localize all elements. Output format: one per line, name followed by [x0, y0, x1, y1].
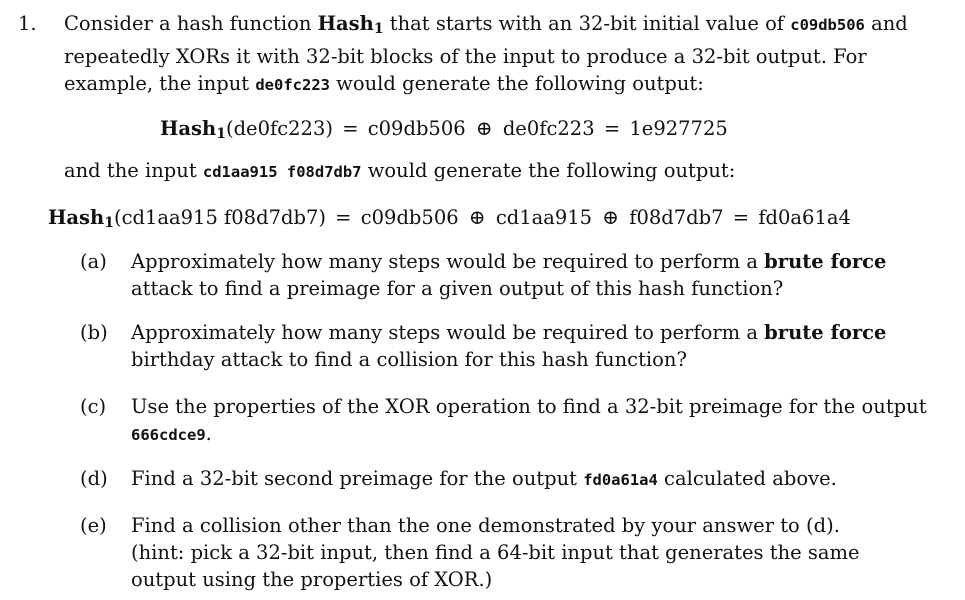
part-a-text-2: attack to find a preimage for a given output of this hash function?: [131, 277, 784, 300]
eq2-hash-text: Hash: [48, 206, 105, 229]
part-e-label: (e): [80, 514, 107, 537]
part-e-line-1: Find a collision other than the one demonstrated by your answer to (d).: [131, 514, 840, 537]
part-e-text: [131, 512, 950, 593]
part-c: [80, 393, 950, 449]
part-c-code: 666cdce9: [131, 426, 206, 444]
eq1-equals: =: [342, 117, 359, 140]
part-d-code: fd0a61a4: [583, 471, 658, 489]
question-intro: [64, 10, 954, 99]
xor-symbol: ⊕: [475, 116, 493, 140]
part-a-label: (a): [80, 250, 107, 273]
part-e-line-3: output using the properties of XOR.): [131, 568, 493, 591]
eq2-result: fd0a61a4: [758, 206, 851, 229]
eq2-equals-2: =: [732, 206, 750, 229]
part-c-text-1: Use the properties of the XOR operation to find a 32-bit preimage for the output: [131, 395, 927, 418]
question-number: 1.: [18, 12, 37, 35]
part-a: [80, 248, 950, 302]
part-b-text-1: Approximately how many steps would be required to perform a: [131, 321, 765, 344]
part-d-label: (d): [80, 467, 108, 490]
eq2-init: c09db506: [360, 206, 459, 229]
eq1-arg: (de0fc223): [225, 117, 333, 140]
part-c-text-2: .: [205, 422, 212, 445]
part-e-line-2: (hint: pick a 32-bit input, then find a 64-bit input that generates the same: [131, 541, 860, 564]
part-b-bold: brute force: [764, 321, 887, 344]
eq1-hash-text: Hash: [160, 117, 217, 140]
eq1-result: 1e927725: [629, 117, 728, 140]
part-d-text-1: Find a 32-bit second preimage for the output: [131, 467, 584, 490]
part-d: [80, 465, 950, 494]
hash-function-name: [318, 12, 384, 35]
part-d-text-2: calculated above.: [657, 467, 837, 490]
equation-example-2: [48, 204, 851, 237]
eq2-equals: =: [335, 206, 352, 229]
intro-text-4: would generate the following output:: [329, 72, 704, 95]
mid-text-2: would generate the following output:: [361, 159, 736, 182]
part-d-text: [131, 465, 950, 494]
part-b-text-2: birthday attack to find a collision for this hash function?: [131, 348, 687, 371]
eq2-hash-name: [48, 206, 114, 229]
xor-symbol: ⊕: [602, 205, 620, 229]
eq1-block: de0fc223: [502, 117, 595, 140]
eq1-init: c09db506: [367, 117, 466, 140]
eq2-hash-sub: 1: [104, 215, 114, 231]
hash-name-text: Hash: [317, 12, 374, 35]
hash-subscript: 1: [373, 21, 384, 37]
second-example-intro: [64, 157, 735, 186]
eq2-block-1: cd1aa915: [495, 206, 593, 229]
equation-example-1: [160, 115, 728, 148]
second-example-input-code: cd1aa915 f08d7db7: [202, 163, 362, 181]
eq1-hash-name: [160, 117, 226, 140]
eq1-equals-2: =: [603, 117, 621, 140]
part-b-label: (b): [80, 321, 108, 344]
xor-symbol: ⊕: [468, 205, 486, 229]
eq2-block-2: f08d7db7: [629, 206, 724, 229]
part-a-text: [131, 248, 950, 302]
intro-text-1: Consider a hash function: [64, 12, 318, 35]
part-a-bold: brute force: [764, 250, 887, 273]
part-b-text: [131, 319, 950, 373]
part-a-text-1: Approximately how many steps would be required to perform a: [131, 250, 765, 273]
part-b: [80, 319, 950, 373]
initial-value-code: c09db506: [790, 16, 865, 34]
example-input-code: de0fc223: [255, 76, 330, 94]
intro-text-3: and repeatedly XORs it with 32-bit blocks of the input to produce a 32-bit output. For example, the input: [64, 12, 908, 95]
part-c-label: (c): [80, 395, 107, 418]
eq1-hash-sub: 1: [216, 126, 226, 142]
mid-text-1: and the input: [64, 159, 203, 182]
eq2-arg: (cd1aa915 f08d7db7): [113, 206, 326, 229]
intro-text-2: that starts with an 32-bit initial value of: [383, 12, 791, 35]
part-c-text: [131, 393, 950, 449]
part-e: [80, 512, 950, 593]
